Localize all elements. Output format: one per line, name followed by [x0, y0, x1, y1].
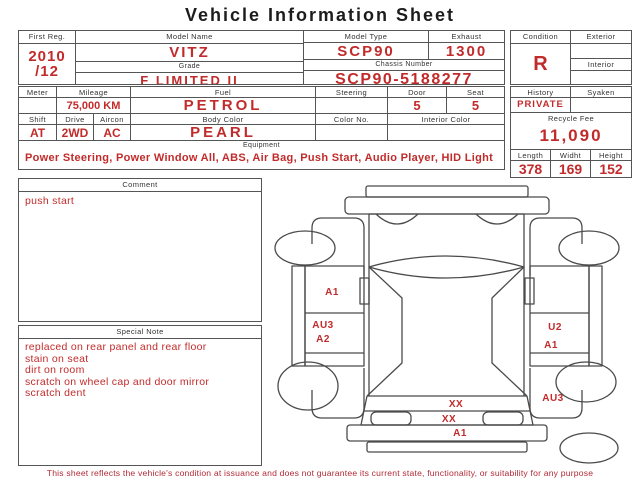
headlight-right	[476, 214, 518, 224]
spare-tire	[560, 433, 618, 463]
steering-value	[316, 98, 388, 114]
aircon-label: Aircon	[94, 114, 131, 125]
color-no-value	[316, 125, 388, 141]
mileage-value: 75,000 KM	[57, 98, 131, 114]
first-reg-value	[19, 44, 75, 84]
special-note-line: scratch dent	[25, 387, 86, 399]
windshield	[369, 256, 524, 278]
chassis-number-value: SCP90-5188277	[335, 71, 473, 84]
right-side-panels	[525, 218, 619, 418]
grade-label: Grade	[76, 62, 303, 73]
car-diagram	[272, 178, 638, 470]
special-note-line: stain on seat	[25, 352, 89, 365]
recycle-fee-value: 11,090	[511, 124, 631, 150]
model-name-label: Model Name	[76, 31, 303, 44]
recycle-fee-label: Recycle Fee	[547, 113, 595, 123]
exhaust-label: Exhaust	[429, 31, 504, 43]
first-reg-cell	[19, 31, 76, 84]
exterior-value	[571, 44, 631, 59]
door-label: Door	[388, 87, 447, 98]
specs-table	[18, 86, 505, 170]
special-note-label: Special Note	[19, 326, 261, 339]
special-note-line: replaced on rear panel and rear floor	[25, 341, 207, 353]
syaken-label: Syaken	[571, 87, 631, 98]
history-value: PRIVATE	[511, 98, 571, 113]
left-front-fender	[312, 218, 364, 276]
mileage-label: Mileage	[57, 87, 131, 98]
comment-box	[18, 178, 262, 322]
headlight-left	[376, 214, 418, 224]
page-title: Vehicle Information Sheet	[184, 5, 456, 25]
damage-label-right-door-2: A1	[544, 340, 558, 351]
car-body-outline	[367, 214, 527, 396]
body-color-label: Body Color	[131, 114, 316, 125]
damage-label-right-door-1: U2	[548, 322, 562, 333]
right-sill	[589, 266, 602, 366]
width-value: 169	[551, 161, 591, 177]
special-note-box	[18, 325, 262, 466]
color-no-label: Color No.	[316, 114, 388, 125]
left-side-panels	[275, 218, 369, 418]
fuel-value: PETROL	[131, 98, 316, 114]
rear-bumper	[347, 425, 547, 452]
steering-label: Steering	[316, 87, 388, 98]
history-label: History	[511, 87, 571, 98]
front-bumper	[345, 186, 549, 214]
damage-label-left-front-door: A1	[325, 287, 339, 298]
left-sill	[292, 266, 305, 366]
chassis-number-label: Chassis Number	[304, 60, 504, 71]
condition-label: Condition	[511, 31, 570, 44]
history-fee-box	[510, 86, 632, 178]
condition-value: R	[533, 52, 548, 75]
aircon-value: AC	[94, 125, 131, 141]
model-type-value: SCP90	[304, 43, 429, 60]
model-grade-column	[76, 31, 304, 84]
disclaimer-text: This sheet reflects the vehicle's condition at issuance and does not guarantee its current state, functionality, or suitability for any purpose	[46, 468, 594, 478]
identity-table	[18, 30, 505, 85]
exhaust-value: 1300	[429, 43, 504, 60]
right-rear-wheel	[556, 362, 616, 402]
left-rear-fender	[312, 368, 364, 418]
body-color-value: PEARL	[131, 125, 316, 141]
equipment-label: Equipment	[242, 142, 281, 149]
damage-label-left-rear-door-1: AU3	[312, 320, 334, 331]
height-value: 152	[599, 161, 623, 177]
interior-color-value	[388, 125, 504, 141]
door-value: 5	[388, 98, 447, 114]
right-front-fender	[530, 218, 582, 276]
type-chassis-column	[304, 31, 504, 84]
special-note-line: dirt on room	[25, 364, 85, 376]
left-doors	[305, 266, 364, 366]
damage-labels	[312, 287, 564, 439]
drive-label: Drive	[57, 114, 94, 125]
comment-text: push start	[25, 195, 75, 207]
exterior-label: Exterior	[571, 31, 631, 44]
meter-value	[19, 98, 57, 114]
length-value: 378	[511, 161, 551, 177]
shift-label: Shift	[19, 114, 57, 125]
height-label: Height	[591, 150, 631, 161]
damage-label-left-rear-door-2: A2	[316, 334, 330, 345]
right-front-wheel	[559, 231, 619, 265]
roofline-left	[367, 267, 402, 396]
taillight-left	[371, 412, 411, 425]
first-reg-label: First Reg.	[19, 31, 75, 44]
drive-value: 2WD	[57, 125, 94, 141]
syaken-value	[571, 98, 631, 113]
exterior-interior-column	[571, 31, 631, 84]
right-doors	[530, 266, 589, 366]
first-reg-year: 2010	[28, 48, 66, 65]
model-name-value: VITZ	[76, 44, 303, 62]
shift-value: AT	[19, 125, 57, 141]
width-label: Widht	[551, 150, 591, 161]
first-reg-month: /12	[35, 63, 59, 80]
model-type-label: Model Type	[304, 31, 429, 43]
special-note-body	[19, 339, 261, 403]
condition-column	[511, 31, 571, 84]
special-note-line: scratch on wheel cap and door mirror	[25, 375, 210, 388]
fuel-label: Fuel	[131, 87, 316, 98]
equipment-value: Power Steering, Power Window All, ABS, Air Bag, Push Start, Audio Player, HID Light	[25, 152, 494, 164]
meter-label: Meter	[19, 87, 57, 98]
damage-label-rear-bumper: A1	[453, 428, 467, 439]
length-label: Length	[511, 150, 551, 161]
grade-value: F LIMITED II	[140, 73, 239, 84]
taillight-right	[483, 412, 523, 425]
seat-value: 5	[447, 98, 504, 114]
left-front-wheel	[275, 231, 335, 265]
damage-label-rear-hatch-lower: XX	[441, 414, 457, 425]
roofline-right	[492, 267, 527, 396]
damage-label-rear-hatch-upper: XX	[448, 399, 464, 410]
interior-value	[571, 71, 631, 84]
condition-box	[510, 30, 632, 85]
interior-color-label: Interior Color	[388, 114, 504, 125]
comment-label: Comment	[19, 179, 261, 192]
damage-label-right-rear-fender: AU3	[542, 393, 564, 404]
left-rear-wheel	[278, 362, 338, 410]
interior-label: Interior	[571, 59, 631, 71]
seat-label: Seat	[447, 87, 504, 98]
